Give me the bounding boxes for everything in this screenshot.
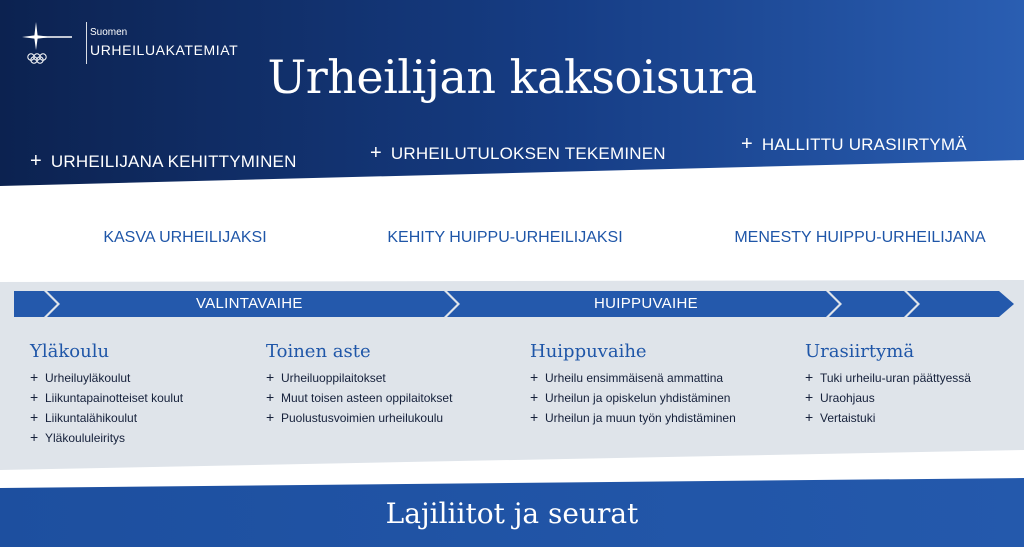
plus-icon: +	[266, 369, 275, 385]
list-item: + Urheilu ensimmäisenä ammattina	[530, 369, 724, 385]
column-urasiirtyma	[805, 341, 971, 428]
column-list	[805, 368, 971, 428]
goal-making-results	[370, 142, 666, 165]
column-title: Huippuvaihe	[530, 341, 647, 362]
column-huippuvaihe	[530, 341, 736, 428]
plus-icon: +	[30, 409, 39, 425]
page-title: Urheilijan kaksoisura	[267, 50, 757, 104]
plus-icon: +	[370, 142, 382, 164]
column-title: Urasiirtymä	[805, 341, 915, 362]
footer-title: Lajiliitot ja seurat	[385, 497, 639, 530]
column-list	[30, 368, 183, 448]
list-item: + Urheiluyläkoulut	[30, 369, 131, 385]
plus-icon: +	[805, 369, 814, 385]
column-title: Toinen aste	[266, 341, 371, 362]
phase-label-selection: VALINTAVAIHE	[196, 295, 303, 312]
column-list	[266, 368, 452, 428]
plus-icon: +	[741, 133, 753, 155]
list-item: + Tuki urheilu-uran päättyessä	[805, 369, 971, 385]
stage-develop: KEHITY HUIPPU-URHEILIJAKSI	[387, 229, 623, 246]
plus-icon: +	[266, 389, 275, 405]
column-ylakoulu	[30, 341, 183, 448]
plus-icon: +	[530, 369, 539, 385]
list-item: + Muut toisen asteen oppilaitokset	[266, 389, 453, 405]
plus-icon: +	[30, 369, 39, 385]
list-item: + Yläkoululeiritys	[30, 429, 126, 445]
plus-icon: +	[30, 389, 39, 405]
phase-arrow-bar	[14, 291, 1014, 317]
list-item: + Liikuntalähikoulut	[30, 409, 138, 425]
list-item: + Urheilun ja opiskelun yhdistäminen	[530, 389, 731, 405]
plus-icon: +	[30, 429, 39, 445]
stage-succeed: MENESTY HUIPPU-URHEILIJANA	[734, 229, 986, 246]
list-item: + Uraohjaus	[805, 389, 875, 405]
plus-icon: +	[530, 409, 539, 425]
goal-athlete-development	[30, 150, 297, 173]
plus-icon: +	[30, 150, 42, 172]
plus-icon: +	[805, 389, 814, 405]
list-item: + Vertaistuki	[805, 409, 876, 425]
logo-text-big: URHEILUAKATEMIAT	[90, 42, 239, 58]
list-item: + Liikuntapainotteiset koulut	[30, 389, 184, 405]
chevron-start	[14, 291, 57, 317]
goal-label: HALLITTU URASIIRTYMÄ	[761, 135, 967, 154]
stage-grow: KASVA URHEILIJAKSI	[103, 229, 267, 246]
chevron-transition-1	[829, 291, 917, 317]
plus-icon: +	[266, 409, 275, 425]
list-item: + Puolustusvoimien urheilukoulu	[266, 409, 444, 425]
plus-icon: +	[530, 389, 539, 405]
phase-label-top: HUIPPUVAIHE	[594, 295, 698, 312]
chevron-transition-2	[907, 291, 1014, 317]
list-item: + Urheiluoppilaitokset	[266, 369, 386, 385]
goal-label: URHEILUTULOKSEN TEKEMINEN	[390, 144, 666, 163]
plus-icon: +	[805, 409, 814, 425]
logo-text-small: Suomen	[90, 27, 128, 38]
list-item: + Urheilun ja muun työn yhdistäminen	[530, 409, 736, 425]
column-toinen-aste	[266, 341, 452, 428]
column-title: Yläkoulu	[30, 341, 110, 362]
goal-career-transition	[741, 133, 967, 156]
column-list	[530, 368, 736, 428]
goal-label: URHEILIJANA KEHITTYMINEN	[50, 152, 297, 171]
